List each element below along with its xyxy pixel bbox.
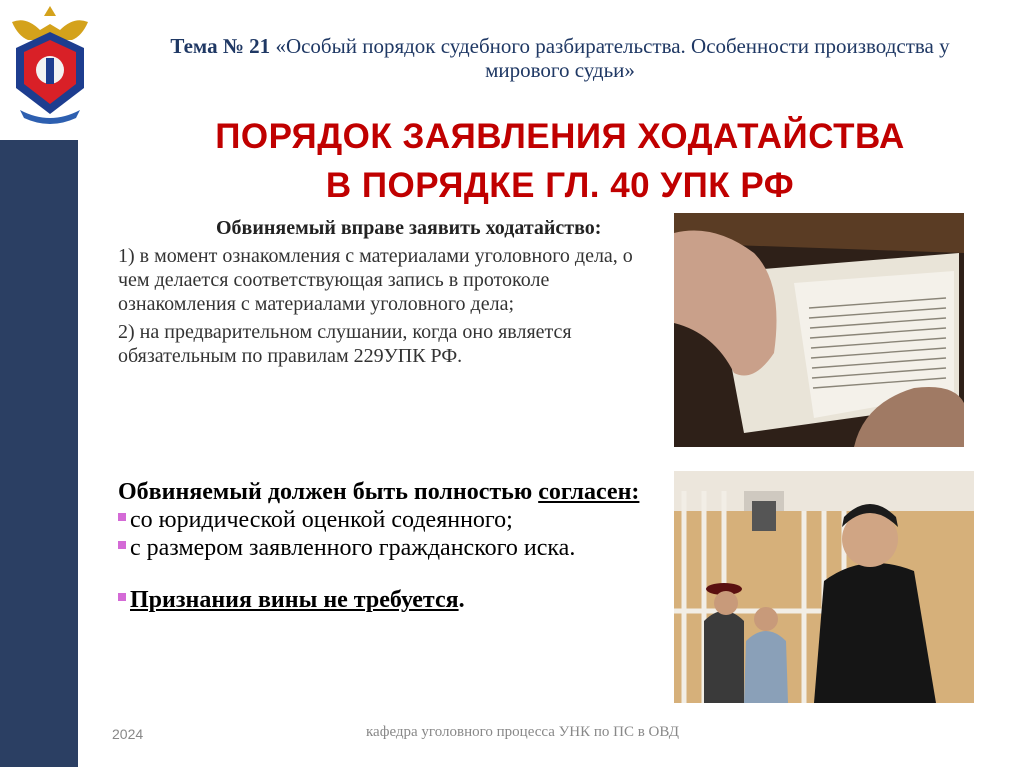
consent-underlined: согласен: bbox=[538, 479, 640, 505]
petition-item-2: 2) на предварительном слушании, когда оно является обязательным по правилам 229УПК РФ. bbox=[118, 321, 572, 367]
petition-rights-block bbox=[118, 216, 658, 372]
no-guilt-admission-note: Признания вины не требуется. bbox=[118, 586, 658, 614]
defendant-courtroom-photo bbox=[674, 471, 974, 703]
consent-lead-text: Обвиняемый должен быть полностью bbox=[118, 479, 539, 505]
left-sidebar-bar bbox=[0, 140, 78, 767]
footer-department: кафедра уголовного процесса УНК по ПС в ОВД bbox=[366, 724, 680, 740]
petition-item-1: 1) в момент ознакомления с материалами уголовного дела, о чем делается соответствующая запись в протоколе ознакомления с материалами уголовного дела; bbox=[118, 245, 633, 315]
consent-lead bbox=[118, 478, 658, 506]
slide-title-line-1: ПОРЯДОК ЗАЯВЛЕНИЯ ХОДАТАЙСТВА bbox=[215, 117, 905, 156]
footer-year: 2024 bbox=[112, 726, 144, 742]
topic-heading bbox=[150, 34, 970, 82]
double-headed-eagle-emblem-icon bbox=[2, 2, 98, 128]
document-reading-photo bbox=[674, 213, 964, 447]
topic-text: «Особый порядок судебного разбирательства. Особенности производства у мирового судьи» bbox=[275, 34, 950, 82]
slide-title bbox=[140, 112, 980, 210]
consent-bullet-1: со юридической оценкой содеянного; bbox=[118, 506, 658, 534]
petition-intro: Обвиняемый вправе заявить ходатайство: bbox=[216, 217, 602, 239]
slide-title-line-2: В ПОРЯДКЕ ГЛ. 40 УПК РФ bbox=[325, 166, 795, 205]
consent-requirements-block bbox=[118, 478, 658, 614]
consent-bullet-2: с размером заявленного гражданского иска. bbox=[118, 534, 658, 562]
topic-label: Тема № 21 bbox=[170, 34, 271, 58]
